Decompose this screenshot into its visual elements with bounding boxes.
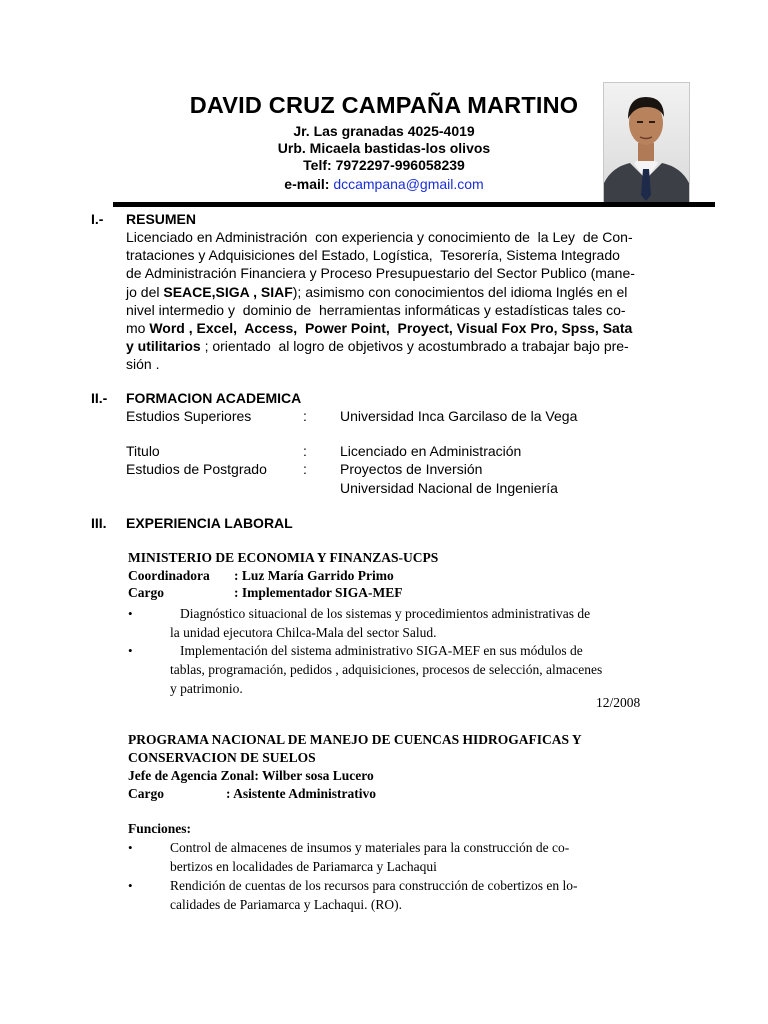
resumen-line (126, 355, 678, 373)
resumen-text-run: trataciones y Adquisiciones del Estado, Logística, Tesorería, Sistema Integrado (126, 247, 620, 264)
formacion-label-titulo: Titulo (126, 443, 160, 459)
formacion-value-postgrado: Proyectos de Inversión (340, 461, 483, 477)
job1-bullet-2-line-3: y patrimonio. (170, 681, 243, 696)
job2-bullet-1-line-2: bertizos en localidades de Pariamarca y Lachaqui (170, 859, 437, 874)
resumen-line (126, 246, 678, 264)
job2-bullet-2 (170, 876, 670, 914)
resumen-text-run: de Administración Financiera y Proceso Presupuestario del Sector Publico (mane- (126, 265, 635, 282)
job2-bullet-2-line-2: calidades de Pariamarca y Lachaqui. (RO). (170, 897, 403, 912)
job1-bullet-2 (170, 641, 670, 698)
formacion-sep: : (303, 443, 307, 459)
job2-organization-line-1: PROGRAMA NACIONAL DE MANEJO DE CUENCAS HIDROGAFICAS Y (128, 732, 582, 747)
bullet-icon: • (128, 606, 133, 621)
resumen-text-run: ; orientado al logro de objetivos y acostumbrado a trabajar bajo pre- (200, 338, 629, 355)
resumen-text-run: nivel intermedio y dominio de herramientas informáticas y estadísticas tales co- (126, 301, 626, 318)
job2-funciones-label: Funciones: (128, 821, 192, 836)
resumen-line (126, 264, 678, 282)
resumen-text-run: Licenciado en Administración con experiencia y conocimiento de la Ley de Con- (126, 229, 633, 245)
resumen-bold-run: Word , Excel, Access, Power Point, Proyect, Visual Fox Pro, Spss, Sata (149, 320, 633, 337)
job1-bullet-1-line-1: Diagnóstico situacional de los sistemas y procedimientos administrativas de (180, 606, 591, 621)
resumen-text-run: jo del (126, 283, 164, 300)
bullet-icon: • (128, 643, 133, 658)
job1-cargo-label: Cargo (128, 585, 164, 600)
header-divider (113, 202, 715, 207)
bullet-icon: • (128, 878, 133, 893)
section-title-formacion: FORMACION ACADEMICA (126, 390, 302, 406)
formacion-label-estudios: Estudios Superiores (126, 408, 252, 424)
bullet-icon: • (128, 840, 133, 855)
formacion-value-titulo: Licenciado en Administración (340, 443, 522, 459)
job2-cargo-value: : Asistente Administrativo (226, 786, 376, 801)
resumen-line (126, 283, 678, 301)
resumen-line (126, 228, 678, 246)
candidate-name: DAVID CRUZ CAMPAÑA MARTINO (189, 92, 579, 118)
job1-bullet-1 (170, 604, 670, 642)
resumen-bold-run: y utilitarios (126, 338, 201, 355)
email-link[interactable]: dccampana@gmail.com (333, 176, 484, 192)
job2-bullet-1 (170, 838, 670, 876)
section-title-resumen: RESUMEN (126, 211, 197, 227)
section-number-1: I.- (91, 211, 104, 227)
resumen-line (126, 301, 678, 319)
resumen-text-run: sión . (126, 356, 160, 373)
resumen-bold-run: SEACE,SIGA , SIAF (163, 283, 293, 300)
resumen-line (126, 319, 678, 337)
job1-coordinator-value: : Luz María Garrido Primo (234, 568, 394, 583)
email-label: e-mail: (284, 176, 334, 192)
job1-bullet-1-line-2: la unidad ejecutora Chilca-Mala del sector Salud. (170, 625, 437, 640)
job2-organization-line-2: CONSERVACION DE SUELOS (128, 750, 316, 765)
job1-bullet-2-line-1: Implementación del sistema administrativo SIGA-MEF en sus módulos de (180, 643, 583, 658)
resumen-paragraph (126, 228, 678, 374)
formacion-value-postgrado-institucion: Universidad Nacional de Ingeniería (340, 480, 558, 496)
job1-organization: MINISTERIO DE ECONOMIA Y FINANZAS-UCPS (128, 550, 439, 565)
portrait-photo-graphic (604, 83, 689, 203)
job2-bullet-1-line-1: Control de almacenes de insumos y materiales para la construcción de co- (170, 840, 570, 855)
address-line-2: Urb. Micaela bastidas-los olivos (277, 140, 491, 156)
section-number-2: II.- (91, 390, 108, 406)
job2-bullet-2-line-1: Rendición de cuentas de los recursos para construcción de cobertizos en lo- (170, 878, 578, 893)
formacion-value-estudios: Universidad Inca Garcilaso de la Vega (340, 408, 578, 424)
address-line-1: Jr. Las granadas 4025-4019 (293, 123, 475, 139)
job1-date: 12/2008 (596, 695, 641, 710)
job2-cargo-label: Cargo (128, 786, 164, 801)
resumen-text-run: mo (126, 320, 150, 337)
section-title-experiencia: EXPERIENCIA LABORAL (126, 515, 293, 531)
job1-coordinator-label: Coordinadora (128, 568, 210, 583)
phone-line: Telf: 7972297-996058239 (303, 157, 465, 173)
section-number-3: III. (91, 515, 107, 531)
formacion-label-postgrado: Estudios de Postgrado (126, 461, 267, 477)
job2-jefe: Jefe de Agencia Zonal: Wilber sosa Lucero (128, 768, 374, 783)
job1-bullet-2-line-2: tablas, programación, pedidos , adquisiciones, procesos de selección, almacenes (170, 662, 603, 677)
job1-cargo-value: : Implementador SIGA-MEF (234, 585, 403, 600)
formacion-sep: : (303, 461, 307, 477)
resumen-text-run: ); asimismo con conocimientos del idioma Inglés en el (292, 283, 628, 300)
resumen-line (126, 337, 678, 355)
formacion-sep: : (303, 408, 307, 424)
portrait-photo-icon (603, 82, 690, 204)
